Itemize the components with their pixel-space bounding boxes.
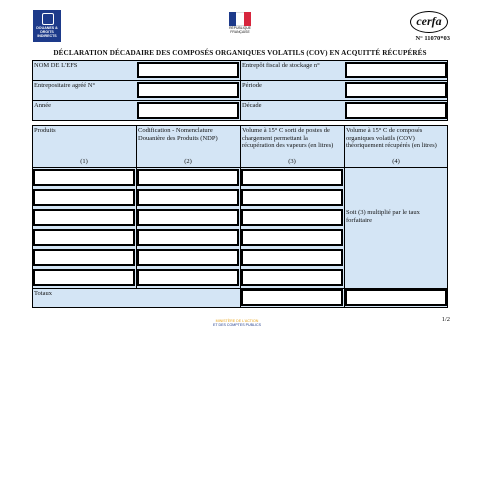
ndp-cell[interactable] xyxy=(137,209,239,226)
col-number-1: (1) xyxy=(80,158,88,165)
ministry-logo-line2: ET DES COMPTES PUBLICS xyxy=(212,323,262,327)
produit-cell[interactable] xyxy=(33,249,135,266)
volume-cell[interactable] xyxy=(241,269,343,286)
col-number-4: (4) xyxy=(392,158,400,165)
label-nom-efs: NOM DE L'EFS xyxy=(34,62,78,69)
volume-cell[interactable] xyxy=(241,229,343,246)
annee-field[interactable] xyxy=(137,102,239,119)
label-periode: Période xyxy=(242,82,262,89)
form-number: N° 11070*03 xyxy=(415,35,450,42)
col-header-produits: Produits xyxy=(34,127,56,134)
produit-cell[interactable] xyxy=(33,189,135,206)
volume-cell[interactable] xyxy=(241,189,343,206)
col-header-volume-cov: Volume à 15° C de composés organiques volatils (COV) théoriquement récupérés (en litres) xyxy=(346,127,437,150)
divider xyxy=(240,60,241,121)
col4-note: Soit (3) multiplié par le taux forfaitaire xyxy=(346,209,420,224)
total-cov-field[interactable] xyxy=(345,289,447,306)
republique-logo xyxy=(221,12,259,34)
total-volume-field[interactable] xyxy=(241,289,343,306)
entrepot-fiscal-field[interactable] xyxy=(345,62,447,78)
cerfa-logo: cerfa xyxy=(410,11,448,33)
col-header-ndp: Codification - Nomenclature Douanière des Produits (NDP) xyxy=(138,127,218,142)
produit-cell[interactable] xyxy=(33,229,135,246)
label-entrepositaire: Entrepositaire agréé N° xyxy=(34,82,96,89)
label-entrepot-fiscal: Entrepôt fiscal de stockage n° xyxy=(242,62,320,69)
produit-cell[interactable] xyxy=(33,269,135,286)
col-header-volume-sorti: Volume à 15° C sorti de postes de chargement permettant la récupération des vapeurs (en litres) xyxy=(242,127,334,150)
produit-cell[interactable] xyxy=(33,169,135,186)
divider xyxy=(32,167,448,168)
ndp-cell[interactable] xyxy=(137,189,239,206)
ministry-logo-line1: MINISTÈRE DE L'ACTION xyxy=(215,319,259,323)
page-number: 1/2 xyxy=(441,316,450,323)
volume-cell[interactable] xyxy=(241,169,343,186)
ndp-cell[interactable] xyxy=(137,229,239,246)
volume-cell[interactable] xyxy=(241,209,343,226)
nom-efs-field[interactable] xyxy=(137,62,239,78)
col-number-3: (3) xyxy=(288,158,296,165)
col-number-2: (2) xyxy=(184,158,192,165)
totals-label: Totaux xyxy=(34,290,52,297)
republique-text: RÉPUBLIQUE FRANÇAISE xyxy=(229,26,251,34)
produit-cell[interactable] xyxy=(33,209,135,226)
volume-cell[interactable] xyxy=(241,249,343,266)
entrepositaire-field[interactable] xyxy=(137,82,239,98)
decade-field[interactable] xyxy=(345,102,447,119)
douane-logo xyxy=(33,10,61,42)
ndp-cell[interactable] xyxy=(137,249,239,266)
douane-logo-text: DOUANES & DROITS INDIRECTS xyxy=(36,26,58,38)
periode-field[interactable] xyxy=(345,82,447,98)
divider xyxy=(344,125,345,308)
label-decade: Décade xyxy=(242,102,262,109)
form-title: DÉCLARATION DÉCADAIRE DES COMPOSÉS ORGANIQUES VOLATILS (COV) EN ACQUITTÉ RÉCUPÉRÉS xyxy=(53,49,427,57)
label-annee: Année xyxy=(34,102,51,109)
ndp-cell[interactable] xyxy=(137,269,239,286)
ndp-cell[interactable] xyxy=(137,169,239,186)
douane-emblem-icon xyxy=(42,13,54,25)
french-flag-icon xyxy=(229,12,251,26)
ministry-logo xyxy=(199,319,275,329)
